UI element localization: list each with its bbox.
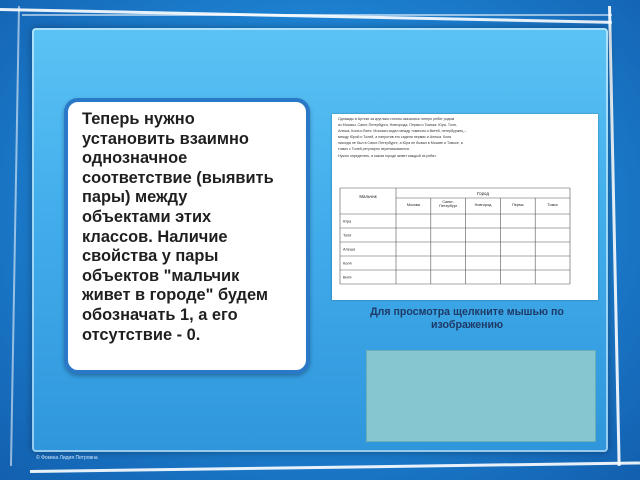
table-group-header: Город <box>477 191 489 196</box>
table-boy-label: Коля <box>343 261 352 266</box>
table-city-header: Москва <box>406 203 420 207</box>
table-city-header: Пермь <box>512 203 524 207</box>
table-city-header: Новгород <box>474 203 492 207</box>
problem-table <box>332 114 598 300</box>
main-text-box <box>64 98 310 374</box>
table-boy-label: Витя <box>343 275 352 280</box>
table-city-header: Томск <box>547 203 558 207</box>
table-boy-label: Юра <box>343 219 352 224</box>
copyright-text: © Фокина Лидия Петровна <box>36 455 98 461</box>
main-text: Теперь нужно установить взаимно однозначное соответствие (выявить пары) между объектами этих классов. Наличие свойства у пары объектов "мальчик живет в городе" будем обозначать 1, а его отсутствие - 0. <box>82 110 274 344</box>
image-placeholder[interactable] <box>366 350 596 442</box>
document-image[interactable] <box>332 114 598 300</box>
decor-line <box>22 14 612 16</box>
table-corner-header: Мальчик <box>359 194 377 199</box>
click-caption: Для просмотра щелкните мышью по изображению <box>370 306 564 331</box>
table-city-header: Санкт-Петербург <box>439 200 458 209</box>
table-boy-label: Алеша <box>343 247 356 252</box>
table-boy-label: Толя <box>343 233 352 238</box>
problem-text: Однажды в Артеке за круглым столом оказались пятеро ребят родом из Москвы, Санкт-Петербурга, Новгорода, Перми и Томска: Юра, Толя, Алеша, Коля и Витя. Москвич сидел между томичом и Витей, петербуржец – между Юрой и Толей, а напротив его сидели пермяк и Алеша. Коля никогда не был в Санкт-Петербурге, а Юра не бывал в Москве и Томске, а томич с Толей регулярно переписываются. Нужно определить, в каком городе живет каждый из ребят. <box>338 117 467 158</box>
